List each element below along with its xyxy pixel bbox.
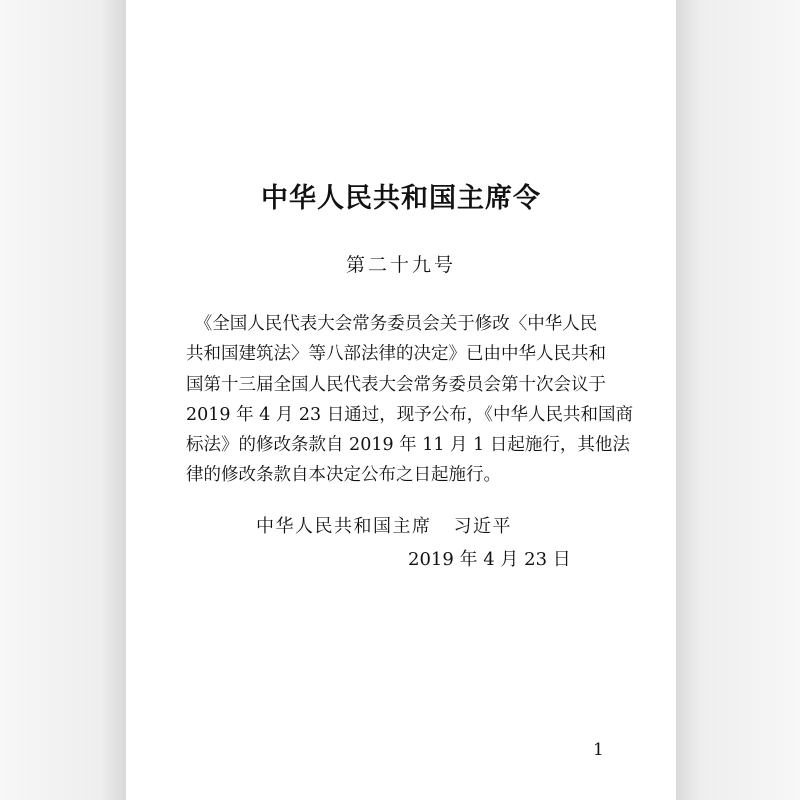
body-line: 律的修改条款自本决定公布之日起施行。 — [186, 465, 501, 486]
page-margin-left — [0, 0, 126, 800]
page-margin-right — [676, 0, 800, 800]
signature-date: 2019 年 4 月 23 日 — [408, 549, 571, 570]
body-line: 共和国建筑法〉等八部法律的决定》已由中华人民共和 — [186, 344, 606, 365]
body-line: 2019 年 4 月 23 日通过，现予公布，《中华人民共和国商 — [186, 404, 634, 425]
signature-office: 中华人民共和国主席 — [256, 516, 432, 537]
body-line: 标法》的修改条款自 2019 年 11 月 1 日起施行，其他法 — [186, 435, 630, 456]
page-number: 1 — [593, 740, 604, 760]
body-text — [186, 309, 634, 491]
body-line: 《全国人民代表大会常务委员会关于修改〈中华人民 — [186, 314, 598, 334]
signature-name: 习近平 — [453, 516, 512, 537]
signature-line — [256, 512, 512, 538]
document-title: 中华人民共和国主席令 — [261, 183, 541, 214]
document-page — [126, 0, 676, 800]
body-line: 国第十三届全国人民代表大会常务委员会第十次会议于 — [186, 374, 606, 395]
order-number: 第二十九号 — [345, 254, 456, 276]
